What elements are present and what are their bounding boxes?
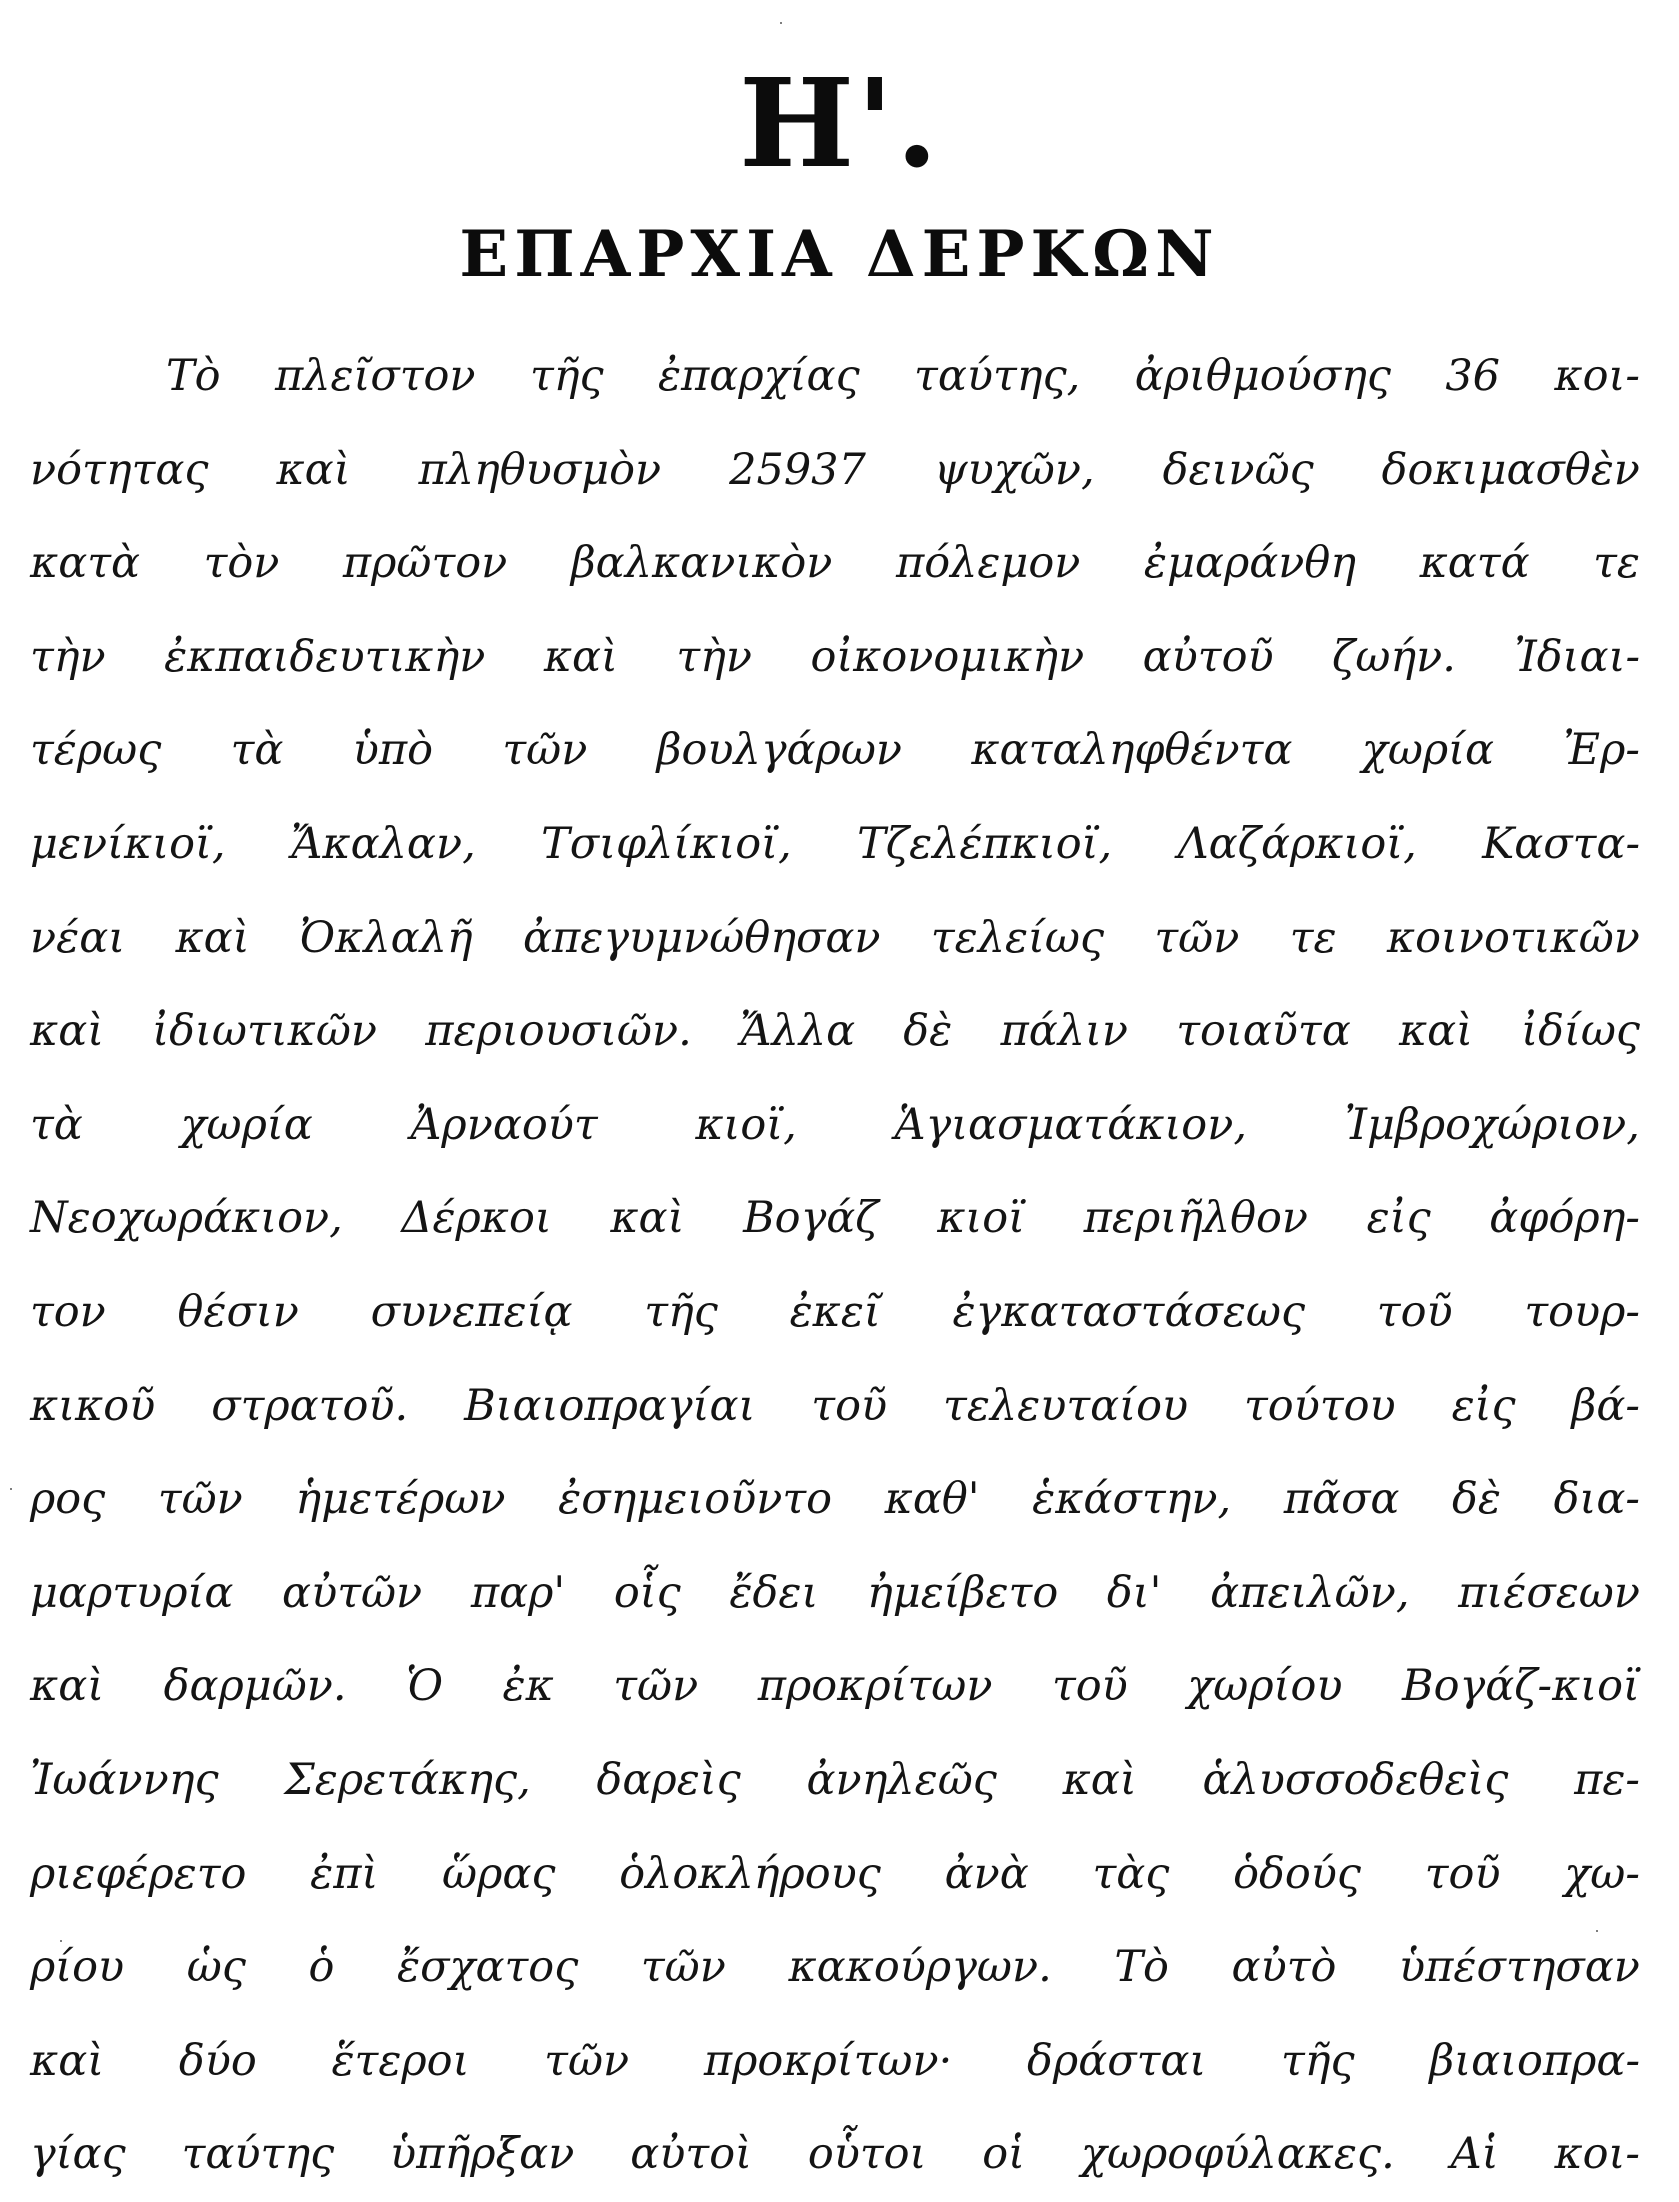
text-word: τὰ: [30, 1099, 83, 1150]
text-word: πληθυσμὸν: [418, 444, 662, 495]
text-word: Νεοχωράκιον,: [30, 1193, 343, 1244]
text-word: ἔδει: [729, 1567, 819, 1618]
text-word: ριεφέρετο: [30, 1848, 247, 1899]
text-word: Δέρκοι: [401, 1193, 552, 1244]
text-word: ρίου: [30, 1942, 125, 1993]
text-word: κικοῦ: [30, 1380, 156, 1431]
text-word: Αἱ: [1450, 2129, 1499, 2180]
text-word: Λαζάρκιοϊ,: [1177, 818, 1417, 869]
text-line: [30, 424, 1640, 518]
text-word: ἀπειλῶν,: [1210, 1567, 1410, 1618]
text-word: ἐπαρχίας: [657, 351, 860, 401]
text-word: ἀνὰ: [944, 1848, 1029, 1899]
text-word: πᾶσα: [1283, 1474, 1400, 1525]
text-word: τῶν: [157, 1474, 243, 1525]
text-word: νέαι: [30, 912, 126, 963]
text-word: ἐγκαταστάσεως: [952, 1286, 1306, 1337]
text-word: περιῆλθον: [1083, 1193, 1309, 1244]
text-word: ψυχῶν,: [933, 444, 1095, 495]
text-line: [30, 517, 1640, 611]
text-word: οἷς: [613, 1567, 681, 1618]
text-word: Ἰδιαι-: [1514, 631, 1640, 682]
text-word: δὲ: [1452, 1474, 1502, 1525]
text-word: καὶ: [1398, 1006, 1474, 1057]
text-word: Τὸ: [1114, 1942, 1169, 1993]
text-word: δράσται: [1027, 2035, 1207, 2086]
text-word: τῆς: [529, 351, 604, 401]
text-word: αὐτοὶ: [630, 2129, 752, 2180]
text-word: τελευταίου: [943, 1380, 1189, 1431]
text-word: 25937: [729, 444, 866, 495]
text-word: καθ': [884, 1474, 980, 1525]
text-word: Ὀκλαλῆ: [299, 912, 473, 963]
text-word: ἀνηλεῶς: [806, 1754, 997, 1805]
text-word: καταληφθέντα: [971, 725, 1293, 776]
text-word: αὐτὸ: [1231, 1942, 1337, 1993]
text-word: τῶν: [1154, 912, 1240, 963]
text-word: πιέσεων: [1458, 1567, 1640, 1618]
text-word: πάλιν: [1000, 1006, 1129, 1057]
text-word: τούτου: [1244, 1380, 1396, 1431]
text-word: μενίκιοϊ,: [30, 818, 226, 869]
text-word: καὶ: [543, 631, 618, 682]
text-word: τε: [1289, 912, 1337, 963]
text-word: τῆς: [644, 1286, 718, 1337]
text-word: κοινοτικῶν: [1386, 912, 1640, 963]
text-word: δεινῶς: [1162, 444, 1314, 495]
text-word: τῆς: [1281, 2035, 1355, 2086]
text-word: ὁλοκλήρους: [619, 1848, 881, 1899]
text-line: [30, 985, 1640, 1079]
text-word: ἐκπαιδευτικὴν: [164, 631, 486, 682]
text-word: ὡς: [186, 1942, 246, 1993]
scan-speck: [10, 1488, 12, 1490]
text-word: ὑπὸ: [352, 725, 434, 776]
text-word: τὰς: [1092, 1848, 1170, 1899]
text-word: καὶ: [30, 1661, 105, 1712]
text-word: αὐτοῦ: [1142, 631, 1274, 682]
text-word: ὑπέστησαν: [1399, 1942, 1640, 1993]
text-word: κοι-: [1554, 351, 1640, 401]
text-word: στρατοῦ.: [211, 1380, 409, 1431]
text-word: τον: [30, 1286, 106, 1337]
text-word: πλεῖστον: [274, 351, 476, 401]
text-word: τοῦ: [1376, 1286, 1453, 1337]
text-word: κατά: [1419, 538, 1530, 589]
text-word: Ἀρναούτ: [410, 1099, 598, 1150]
text-word: τουρ-: [1524, 1286, 1640, 1337]
text-word: κακούργων.: [788, 1942, 1052, 1993]
text-word: βά-: [1571, 1380, 1640, 1431]
text-line: [30, 1360, 1640, 1454]
text-line: [30, 611, 1640, 705]
text-word: προκρίτων: [757, 1661, 993, 1712]
text-word: βουλγάρων: [656, 725, 903, 776]
text-word: τοῦ: [1424, 1848, 1501, 1899]
text-word: χωρία: [1361, 725, 1495, 776]
text-word: ἕτεροι: [331, 2035, 470, 2086]
text-word: δια-: [1553, 1474, 1640, 1525]
text-word: περιουσιῶν.: [425, 1006, 692, 1057]
text-word: τοῦ: [811, 1380, 888, 1431]
text-word: τῶν: [613, 1661, 699, 1712]
text-word: Τζελέπκιοϊ,: [857, 818, 1113, 869]
text-word: χωρίου: [1187, 1661, 1343, 1712]
text-word: ἀριθμούσης: [1134, 351, 1391, 401]
text-word: χω-: [1564, 1848, 1640, 1899]
text-word: ἰδίως: [1521, 1006, 1640, 1057]
text-word: δι': [1106, 1567, 1162, 1618]
text-word: καὶ: [30, 2035, 105, 2086]
text-word: Τὸ: [166, 351, 221, 401]
text-word: δύο: [178, 2035, 257, 2086]
text-word: Ἄλλα: [740, 1006, 856, 1057]
text-word: ὁ: [308, 1942, 335, 1993]
text-word: τῶν: [544, 2035, 630, 2086]
text-word: Ἰμβροχώριον,: [1344, 1099, 1640, 1150]
text-word: Ἐρ-: [1563, 725, 1640, 776]
text-word: πόλεμον: [895, 538, 1081, 589]
text-word: συνεπείᾳ: [370, 1286, 573, 1337]
text-word: Βογάζ: [743, 1193, 879, 1244]
text-word: τέρως: [30, 725, 162, 776]
text-word: ἀπεγυμνώθησαν: [522, 912, 881, 963]
text-word: ἠμείβετο: [866, 1567, 1059, 1618]
text-word: ταύτης,: [914, 351, 1081, 401]
text-line: [30, 1640, 1640, 1734]
text-word: ἐκ: [502, 1661, 554, 1712]
text-line: [30, 1453, 1640, 1547]
text-word: τῶν: [640, 1942, 726, 1993]
chapter-title: ΕΠΑΡΧΙΑ ΔΕΡΚΩΝ: [459, 217, 1220, 292]
text-word: καὶ: [276, 444, 351, 495]
text-word: τὸν: [203, 538, 280, 589]
text-word: οἰκονομικὴν: [810, 631, 1085, 682]
text-word: καὶ: [175, 912, 250, 963]
text-word: δὲ: [903, 1006, 953, 1057]
text-line: [30, 1079, 1640, 1173]
text-word: ὑπῆρξαν: [390, 2129, 575, 2180]
text-word: ἀφόρη-: [1489, 1193, 1640, 1244]
text-word: Ὁ: [406, 1661, 444, 1712]
text-word: βαλκανικὸν: [570, 538, 833, 589]
text-word: χωρία: [180, 1099, 313, 1150]
scan-speck: [60, 1940, 62, 1942]
text-word: κιοϊ,: [695, 1099, 797, 1150]
text-word: δοκιμασθὲν: [1381, 444, 1640, 495]
text-word: Βογάζ-κιοϊ: [1402, 1661, 1640, 1712]
text-word: ἐπὶ: [310, 1848, 379, 1899]
text-word: κιοϊ: [937, 1193, 1026, 1244]
text-word: νότητας: [30, 444, 209, 495]
text-word: καὶ: [1062, 1754, 1137, 1805]
text-word: κατὰ: [30, 538, 141, 589]
text-word: Ἁγιασματάκιον,: [894, 1099, 1248, 1150]
text-word: ἐσημειοῦντο: [558, 1474, 833, 1525]
text-word: δαρμῶν.: [163, 1661, 347, 1712]
text-word: προκρίτων·: [703, 2035, 953, 2086]
text-line: [30, 2015, 1640, 2109]
text-word: μαρτυρία: [30, 1567, 234, 1618]
text-word: ὁδούς: [1233, 1848, 1361, 1899]
text-word: οἱ: [982, 2129, 1026, 2180]
text-word: ἐκεῖ: [789, 1286, 881, 1337]
chapter-number: Η'.: [738, 51, 941, 195]
text-word: ἑκάστην,: [1032, 1474, 1232, 1525]
text-word: κοι-: [1554, 2129, 1640, 2180]
text-word: ἰδιωτικῶν: [152, 1006, 378, 1057]
text-word: Καστα-: [1482, 818, 1640, 869]
text-word: γίας: [30, 2129, 126, 2180]
text-line: [30, 1828, 1640, 1922]
text-word: εἰς: [1366, 1193, 1431, 1244]
text-word: οὗτοι: [807, 2129, 927, 2180]
text-word: τὰ: [230, 725, 284, 776]
text-word: χωροφύλακες.: [1080, 2129, 1395, 2180]
scan-speck: [1596, 1930, 1598, 1932]
scan-speck: [780, 22, 782, 24]
text-line: [30, 1266, 1640, 1360]
text-word: τε: [1593, 538, 1640, 589]
text-word: ταύτης: [181, 2129, 335, 2180]
text-line: [30, 1172, 1640, 1266]
text-word: τελείως: [930, 912, 1105, 963]
text-line: [30, 704, 1640, 798]
text-word: αὐτῶν: [282, 1567, 423, 1618]
text-word: Τσιφλίκιοϊ,: [541, 818, 792, 869]
text-word: καὶ: [30, 1006, 105, 1057]
text-word: τοιαῦτα: [1176, 1006, 1351, 1057]
text-word: πε-: [1574, 1754, 1640, 1805]
text-word: ζωήν.: [1332, 631, 1456, 682]
text-word: τῶν: [502, 725, 588, 776]
text-word: Ἰωάννης: [30, 1754, 219, 1805]
text-line: [30, 798, 1640, 892]
body-text: [30, 330, 1640, 2202]
text-word: ἁλυσσοδεθεὶς: [1202, 1754, 1509, 1805]
text-word: ἡμετέρων: [295, 1474, 506, 1525]
text-word: καὶ: [610, 1193, 685, 1244]
text-word: δαρεὶς: [596, 1754, 741, 1805]
text-word: ἔσχατος: [397, 1942, 579, 1993]
text-word: πρῶτον: [342, 538, 508, 589]
text-word: παρ': [470, 1567, 566, 1618]
text-line: [30, 1547, 1640, 1641]
text-word: τὴν: [30, 631, 106, 682]
text-word: Βιαιοπραγίαι: [464, 1380, 756, 1431]
text-word: τοῦ: [1051, 1661, 1128, 1712]
text-line: [30, 1921, 1640, 2015]
text-word: βιαιοπρα-: [1429, 2035, 1640, 2086]
text-word: Σερετάκης,: [284, 1754, 531, 1805]
text-word: ρος: [30, 1474, 106, 1525]
text-word: εἰς: [1451, 1380, 1516, 1431]
text-line: [30, 330, 1640, 424]
text-word: Ἄκαλαν,: [290, 818, 476, 869]
text-word: ὥρας: [442, 1848, 556, 1899]
text-line: [30, 892, 1640, 986]
text-word: θέσιν: [177, 1286, 299, 1337]
text-line: [30, 2108, 1640, 2202]
text-word: ἐμαράνθη: [1143, 538, 1357, 589]
text-word: τὴν: [676, 631, 753, 682]
text-word: 36: [1445, 351, 1501, 401]
text-line: [30, 1734, 1640, 1828]
